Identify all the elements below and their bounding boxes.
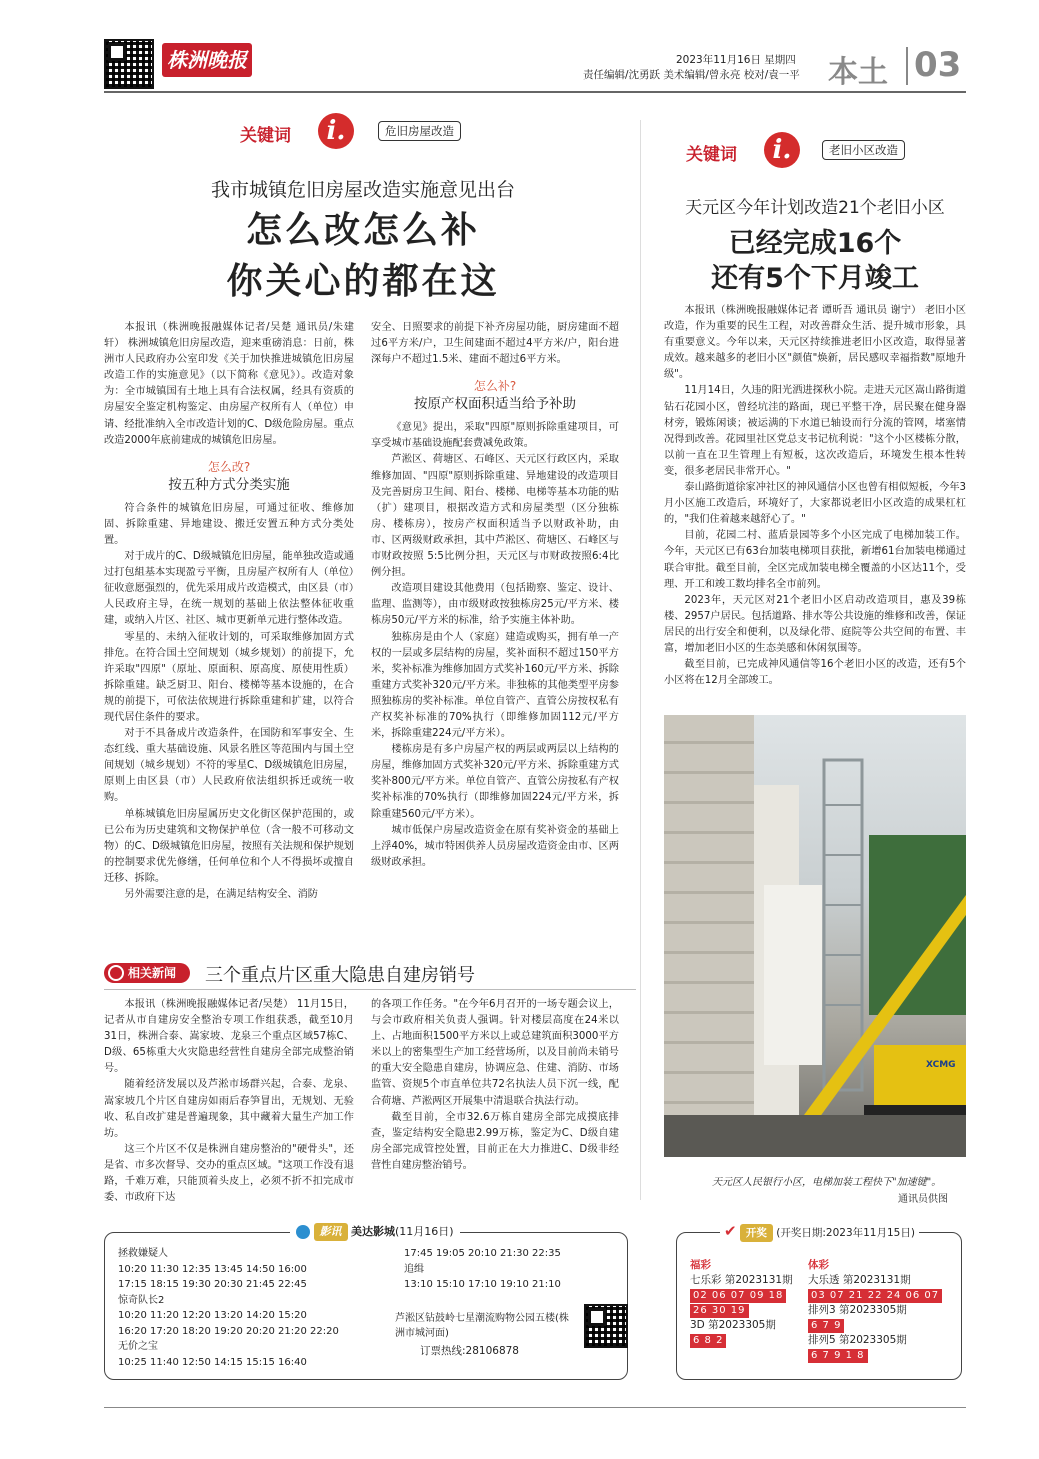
- movie-times: 10:20 11:30 12:35 13:45 14:50 16:00: [118, 1263, 307, 1275]
- lottery-numbers: 6 8 2: [690, 1334, 726, 1348]
- paragraph: 本报讯（株洲晚报融媒体记者/吴楚 通讯员/朱建轩） 株洲城镇危旧房屋改造，迎来重磅消息：日前，株洲市人民政府办公室印发《关于加快推进城镇危旧房屋改造工作的实施意见》（以下简称《意见》）。改造对象为：全市城镇国有土地上具有合法权属，经具有资质的房屋安全鉴定机构鉴定、由房屋产权所有人（单位）申请、经批准纳入全市改造计划的C、D级危险房屋。重点改造2000年底前建成的城镇危旧房屋。: [104, 322, 354, 446]
- paragraph: 另外需要注意的是，在满足结构安全、消防: [124, 889, 318, 900]
- cinema-hotline: 订票热线:28106878: [420, 1345, 519, 1357]
- fucai-label: 福彩: [690, 1259, 711, 1271]
- movie-times: 10:20 11:20 12:20 13:20 14:20 15:20: [118, 1310, 307, 1321]
- keyword-tag-right: 老旧小区改造: [822, 140, 905, 160]
- subhead-answer: 按五种方式分类实施: [168, 476, 290, 493]
- lottery-numbers: 03 07 21 22 24 06 07: [808, 1289, 942, 1303]
- paragraph: 零星的、未纳入征收计划的，可采取维修加固方式排危。在符合国土空间规划（城乡规划）的前提下，允许采取"四原"（原址、原面积、原高度、原使用性质）拆除重建。缺乏厨卫、阳台、楼梯等基本设施的，在合规的前提下，可依法依规进行拆除重建和扩建，以符合现代居住条件的要求。: [104, 631, 354, 723]
- paragraph: 符合条件的城镇危旧房屋，可通过征收、维修加固、拆除重建、异地建设、搬迁安置五种方式分类处置。: [104, 502, 354, 546]
- subhead-question: 怎么改?: [207, 459, 251, 474]
- paragraph: 泰山路街道徐家冲社区的神风通信小区也曾有相似短板，今年3月小区施工改造后，环境好了，大家都说老旧小区改造的成果杠杠的，"我们住着越来越舒心了。": [664, 482, 966, 526]
- movie-list-right: [404, 1246, 619, 1293]
- related-col2: [371, 997, 619, 1174]
- paragraph: 独栋房是由个人（家庭）建造或购买，拥有单一产权的一层或多层结构的房屋，奖补面积不超过150平方米，奖补标准为维修加固方式奖补160元/平方米、拆除重建方式奖补320元/平方米。非独栋的其他类型平房参照独栋房的奖补标准。单位自管产、直管公房按权私有产权奖补标准的70%执行（即维修加固112元/平方米，拆除重建224元/平方米）。: [371, 631, 619, 740]
- movie-title: 惊奇队长2: [118, 1294, 165, 1306]
- movie-times: 10:25 11:40 12:50 14:15 15:15 16:40: [118, 1356, 307, 1368]
- left-title-line1: 怎么改怎么补: [245, 210, 480, 251]
- header-editors: 责任编辑/沈勇跃 美术编辑/曾永亮 校对/袁一平: [583, 69, 800, 81]
- related-col1: [104, 997, 354, 1206]
- footer-rule: [104, 1407, 966, 1408]
- subhead-question: 怎么补?: [473, 379, 517, 394]
- paragraph: 芦淞区、荷塘区、石峰区、天元区行政区内，采取维修加固、"四原"原则拆除重建、异地建设的改造项目及完善厨房卫生间、阳台、楼梯、电梯等基本功能的贴（扩）建项目，根据改造方式和房屋类型（区分独栋房、楼栋房），按房产权面积适当予以财政补助，由市、区两级财政承担，其中芦淞区、荷塘区、石峰区与市财政按照 5:5比例分担，天元区与市财政按照6:4比例分担。: [371, 454, 619, 579]
- cinema-name: 美达影城: [351, 1225, 395, 1238]
- qr-code-cinema[interactable]: [584, 1304, 628, 1348]
- paragraph: 改造项目建设其他费用（包括勘察、鉴定、设计、监理、监测等），由市级财政按独栋房25元/平方米、楼栋房50元/平方米的标准，给予实施主体补助。: [371, 583, 619, 627]
- keyword-label-left: 关键词: [240, 126, 291, 146]
- lottery-name: 七乐彩 第2023131期: [690, 1274, 793, 1286]
- page-number: 03: [914, 45, 962, 85]
- left-col1: [104, 320, 354, 903]
- lottery-date: (开奖日期:2023年11月15日): [776, 1227, 915, 1239]
- lottery-numbers: 02 06 07 09 18: [690, 1289, 786, 1303]
- info-icon: i.: [318, 113, 354, 149]
- header-rule: [104, 91, 966, 93]
- column-divider: [640, 120, 641, 1200]
- right-subtitle: 天元区今年计划改造21个老旧小区: [685, 198, 945, 218]
- related-news-title: 三个重点片区重大隐患自建房销号: [205, 965, 475, 986]
- paragraph: 城市低保户房屋改造资金在原有奖补资金的基础上上浮40%，城市特困供养人员房屋改造资金由市、区两级财政承担。: [371, 824, 619, 868]
- paragraph: 这三个片区不仅是株洲自建房整治的"硬骨头"，还是省、市多次督导、交办的重点区域。"这项工作没有退路，千难万难，只能顶着头皮上，必须不折不扣完成市委、市政府下达: [104, 1143, 354, 1204]
- ticai-column: [808, 1258, 956, 1363]
- cinema-header: [290, 1223, 460, 1241]
- qr-code-header[interactable]: [104, 39, 154, 89]
- paragraph: 单栋城镇危旧房屋属历史文化街区保护范围的，或已公布为历史建筑和文物保护单位（含一般不可移动文物）的C、D级城镇危旧房屋，按照有关法规和保护规划的控制要求优先修缮，任何单位和个人不得损坏或擅自迁移、拆除。: [104, 808, 354, 884]
- paragraph: 截至目前，已完成神风通信等16个老旧小区的改造，还有5个小区将在12月全部竣工。: [664, 659, 966, 687]
- info-icon: i.: [764, 132, 800, 168]
- paragraph: 截至目前，全市32.6万栋自建房全部完成摸底排查，鉴定结构安全隐患2.99万栋，鉴定为C、D级自建房全部完成管控处置，目前正在大力推进C、D级非经营性自建房整治销号。: [371, 1111, 619, 1171]
- cinema-badge: 影讯: [314, 1223, 348, 1241]
- paragraph: 安全、日照要求的前提下补齐房屋功能，厨房建面不超过6平方米/户，卫生间建面不超过4平方米/户，阳台进深每户不超过1.5米、建面不超过6平方米。: [371, 322, 619, 366]
- crane-brand: XCMG: [926, 1060, 956, 1070]
- check-icon: ✔: [724, 1222, 737, 1240]
- left-col2: [371, 320, 619, 871]
- film-icon: [296, 1225, 310, 1239]
- lottery-name: 3D 第2023305期: [690, 1319, 776, 1331]
- right-title-line2: 还有5个下月竣工: [711, 263, 919, 294]
- news-photo: [664, 715, 966, 1157]
- paragraph: 本报讯（株洲晚报融媒体记者 谭昕吾 通讯员 谢宁） 老旧小区改造，作为重要的民生工程，对改善群众生活、提升城市形象，具有重要意义。今年以来，天元区持续推进老旧小区改造，取得显著成效。越来越多的老旧小区"颜值"焕新，居民感叹幸福指数"原地升级"。: [664, 305, 966, 381]
- related-news-rule: [104, 989, 636, 990]
- lottery-numbers: 6 7 9: [808, 1319, 844, 1333]
- keyword-label-right: 关键词: [686, 145, 737, 165]
- movie-title: 拯救嫌疑人: [118, 1248, 168, 1259]
- subhead-answer: 按原产权面积适当给予补助: [414, 396, 576, 413]
- movie-list-left: [118, 1246, 398, 1370]
- related-news-badge: 相关新闻: [104, 963, 190, 983]
- paragraph: 《意见》提出，采取"四原"原则拆除重建项目，可享受城市基础设施配套费减免政策。: [371, 422, 619, 450]
- paragraph: 11月14日，久违的阳光洒进探秋小院。走进天元区嵩山路街道钻石花园小区，曾经坑洼的路面，现已平整干净，居民聚在健身器材旁，锻炼闲谈；被运满的下水道已轴设而行分流的管网，堵塞情况得到改善。花园里社区党总支书记杭利说："这个小区楼栋分散，以前一直在卫生管理上有短板，这次改造后，环境发生根本性转变，很多老居民非常开心。": [664, 385, 966, 477]
- fucai-column: [690, 1258, 805, 1348]
- movie-times: 17:45 19:05 20:10 21:30 22:35: [404, 1248, 561, 1259]
- movie-times: 17:15 18:15 19:30 20:30 21:45 22:45: [118, 1279, 307, 1290]
- left-title-line2: 你关心的都在这: [226, 261, 500, 302]
- movie-times: 16:20 17:20 18:20 19:20 20:20 21:20 22:20: [118, 1325, 339, 1337]
- cinema-address: 芦淞区钻鼓岭七星潮流购物公园五楼(株洲市城河面): [395, 1313, 569, 1339]
- right-title-line1: 已经完成16个: [728, 228, 902, 259]
- circle-icon: [108, 965, 124, 981]
- movie-times: 13:10 15:10 17:10 19:10 21:10: [404, 1279, 561, 1290]
- paragraph: 2023年，天元区对21个老旧小区启动改造项目，惠及39栋楼、2957户居民。包括道路、排水等公共设施的维修和改善，保证居民的出行安全和便利，以及绿化带、庭院等公共空间的布置、丰富，增加老旧小区的生态美感和休闲氛围等。: [664, 594, 966, 654]
- lottery-numbers: 26 30 19: [690, 1304, 749, 1318]
- section-label: 本土: [828, 55, 888, 90]
- lottery-numbers: 6 7 9 1 8: [808, 1349, 868, 1363]
- movie-title: 无价之宝: [118, 1341, 158, 1352]
- header-date: 2023年11月16日 星期四: [676, 54, 796, 66]
- ticai-label: 体彩: [808, 1259, 829, 1271]
- header-divider: [906, 47, 908, 85]
- movie-title: 追缉: [404, 1263, 424, 1275]
- cinema-date: (11月16日): [395, 1225, 454, 1238]
- keyword-tag-left: 危旧房屋改造: [378, 121, 461, 141]
- photo-illustration: [664, 715, 966, 1157]
- lottery-name: 大乐透 第2023131期: [808, 1274, 911, 1286]
- paragraph: 目前，花园二村、蓝盾景园等多个小区完成了电梯加装工作。今年，天元区已有63台加装电梯项目获批，新增61台加装电梯通过联合审批。截至目前，全区完成加装电梯全覆盖的小区达11个，受理、开工和竣工数均排名全市前列。: [664, 530, 966, 590]
- lottery-badge: 开奖: [740, 1224, 773, 1242]
- paragraph: 楼栋房是有多户房屋产权的两层或两层以上结构的房屋，维修加固方式奖补320元/平方米、拆除重建方式奖补800元/平方米。单位自管产、直管公房按私有产权奖补标准的70%执行（即维修加固224元/平方米，拆除重建560元/平方米）。: [371, 744, 619, 820]
- left-subtitle: 我市城镇危旧房屋改造实施意见出台: [210, 179, 515, 201]
- paragraph: 的各项工作任务。"在今年6月召开的一场专题会议上，与会市政府相关负责人强调。针对楼层高度在24米以上、占地面积1500平方米以上或总建筑面积3000平方米以上的密集型生产加工经营场所，以及目前尚未销号的重大安全隐患自建房，协调应急、住建、消防、市场监管、资规5个市直单位共72名执法人员下沉一线，配合荷塘、芦淞两区开展集中清退联合执法行动。: [371, 999, 619, 1107]
- paragraph: 随着经济发展以及芦淞市场群兴起，合泰、龙泉、嵩家坡几个片区自建房如雨后春笋冒出，无规划、无验收、私自改扩建是普遍现象，其中藏着大量生产加工作坊。: [104, 1079, 354, 1139]
- photo-credit: 通讯员供图: [898, 1194, 948, 1205]
- lottery-header: [720, 1222, 919, 1242]
- photo-caption: 天元区人民银行小区，电梯加装工程快下"加速键"。: [712, 1177, 942, 1188]
- lottery-name: 排列3 第2023305期: [808, 1304, 907, 1316]
- right-col: [664, 303, 966, 689]
- paragraph: 对于成片的C、D级城镇危旧房屋，能单独改造或通过打包組基本实现盈亏平衡，且房屋产权所有人（单位）征收意愿强烈的，优先采用成片改造模式，由区县（市）人民政府主导，在统一规划的基础上依法整体征收重建，或纳入片区、社区、城市更新单元进行整体改造。: [104, 551, 354, 627]
- paragraph: 对于不具备成片改造条件，在国防和军事安全、生态红线、重大基础设施、风景名胜区等范围内与国土空间规划（城乡规划）不符的零星C、D级城镇危旧房屋，原则上由区县（市）人民政府依法组织拆迁或统一收购。: [104, 728, 354, 804]
- paper-logo: 株洲晚报: [162, 43, 252, 77]
- paragraph: 本报讯（株洲晚报融媒体记者/吴楚） 11月15日，记者从市自建房安全整治专项工作组获悉，截至10月31日，株洲合泰、嵩家坡、龙泉三个重点区域57栋C、D级、65栋重大火灾隐患经营性自建房全部完成整治销号。: [104, 999, 354, 1075]
- lottery-name: 排列5 第2023305期: [808, 1334, 907, 1346]
